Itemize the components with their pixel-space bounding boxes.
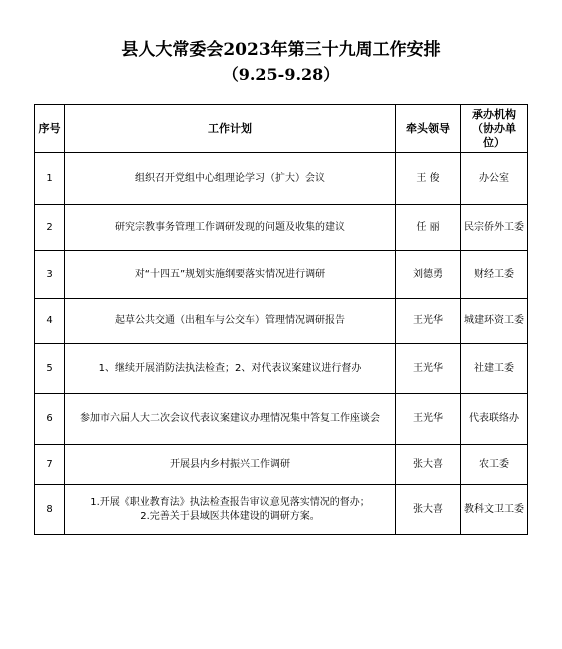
header-organization-line: （协办单: [472, 121, 516, 135]
table-row: [35, 445, 528, 485]
table-row: [35, 485, 528, 535]
row-number: 4: [35, 299, 65, 344]
row-plan-line: 开展县内乡村振兴工作调研: [170, 458, 290, 470]
row-organization: 农工委: [461, 445, 528, 485]
row-number: 8: [35, 485, 65, 535]
row-leader: 王光华: [396, 394, 461, 445]
row-organization: 代表联络办: [461, 394, 528, 445]
row-organization: 教科文卫工委: [461, 485, 528, 535]
row-leader: 王 俊: [396, 153, 461, 205]
header-organization-line: 承办机构: [472, 107, 516, 121]
header-leader: 牵头领导: [396, 105, 461, 153]
table-row: [35, 344, 528, 394]
row-plan-line: 1.开展《职业教育法》执法检查报告审议意见落实情况的督办；: [90, 496, 370, 508]
row-organization: 民宗侨外工委: [461, 205, 528, 251]
row-plan-line: 起草公共交通（出租车与公交车）管理情况调研报告: [115, 315, 345, 326]
row-number: 6: [35, 394, 65, 445]
row-plan: [65, 205, 396, 251]
table-header-row: [35, 105, 528, 153]
row-number: 2: [35, 205, 65, 251]
date-range-subtitle: （9.25-9.28）: [222, 65, 340, 84]
header-plan: 工作计划: [65, 105, 396, 153]
row-organization: 城建环资工委: [461, 299, 528, 344]
table-row: [35, 153, 528, 205]
row-plan-line: 1、继续开展消防法执法检查；2、对代表议案建议进行督办: [98, 362, 362, 374]
table-row: [35, 205, 528, 251]
row-leader: 任 丽: [396, 205, 461, 251]
row-organization: 财经工委: [461, 251, 528, 299]
table-row: [35, 299, 528, 344]
row-plan: [65, 445, 396, 485]
row-leader: 张大喜: [396, 445, 461, 485]
row-plan: [65, 485, 396, 535]
row-plan-line: 2.完善关于县域医共体建设的调研方案。: [140, 510, 320, 522]
row-plan-line: 研究宗教事务管理工作调研发现的问题及收集的建议: [115, 221, 345, 233]
row-leader: 王光华: [396, 344, 461, 394]
row-plan-line: 参加市六届人大二次会议代表议案建议办理情况集中答复工作座谈会: [80, 413, 380, 424]
row-plan-line: 对“十四五”规划实施纲要落实情况进行调研: [134, 268, 326, 280]
row-plan: [65, 251, 396, 299]
row-plan: [65, 344, 396, 394]
table-row: [35, 394, 528, 445]
row-number: 3: [35, 251, 65, 299]
page-title: 县人大常委会2023年第三十九周工作安排: [121, 40, 441, 60]
row-number: 5: [35, 344, 65, 394]
row-plan-line: 组织召开党组中心组理论学习（扩大）会议: [135, 172, 325, 184]
row-organization: 办公室: [461, 153, 528, 205]
row-plan: [65, 299, 396, 344]
row-number: 7: [35, 445, 65, 485]
schedule-table: [34, 104, 528, 535]
row-leader: 刘德勇: [396, 251, 461, 299]
row-plan: [65, 153, 396, 205]
row-organization: 社建工委: [461, 344, 528, 394]
row-leader: 王光华: [396, 299, 461, 344]
row-number: 1: [35, 153, 65, 205]
table-row: [35, 251, 528, 299]
header-number: 序号: [35, 105, 65, 153]
row-leader: 张大喜: [396, 485, 461, 535]
row-plan: [65, 394, 396, 445]
header-organization: [461, 105, 528, 153]
header-organization-line: 位）: [483, 135, 505, 149]
